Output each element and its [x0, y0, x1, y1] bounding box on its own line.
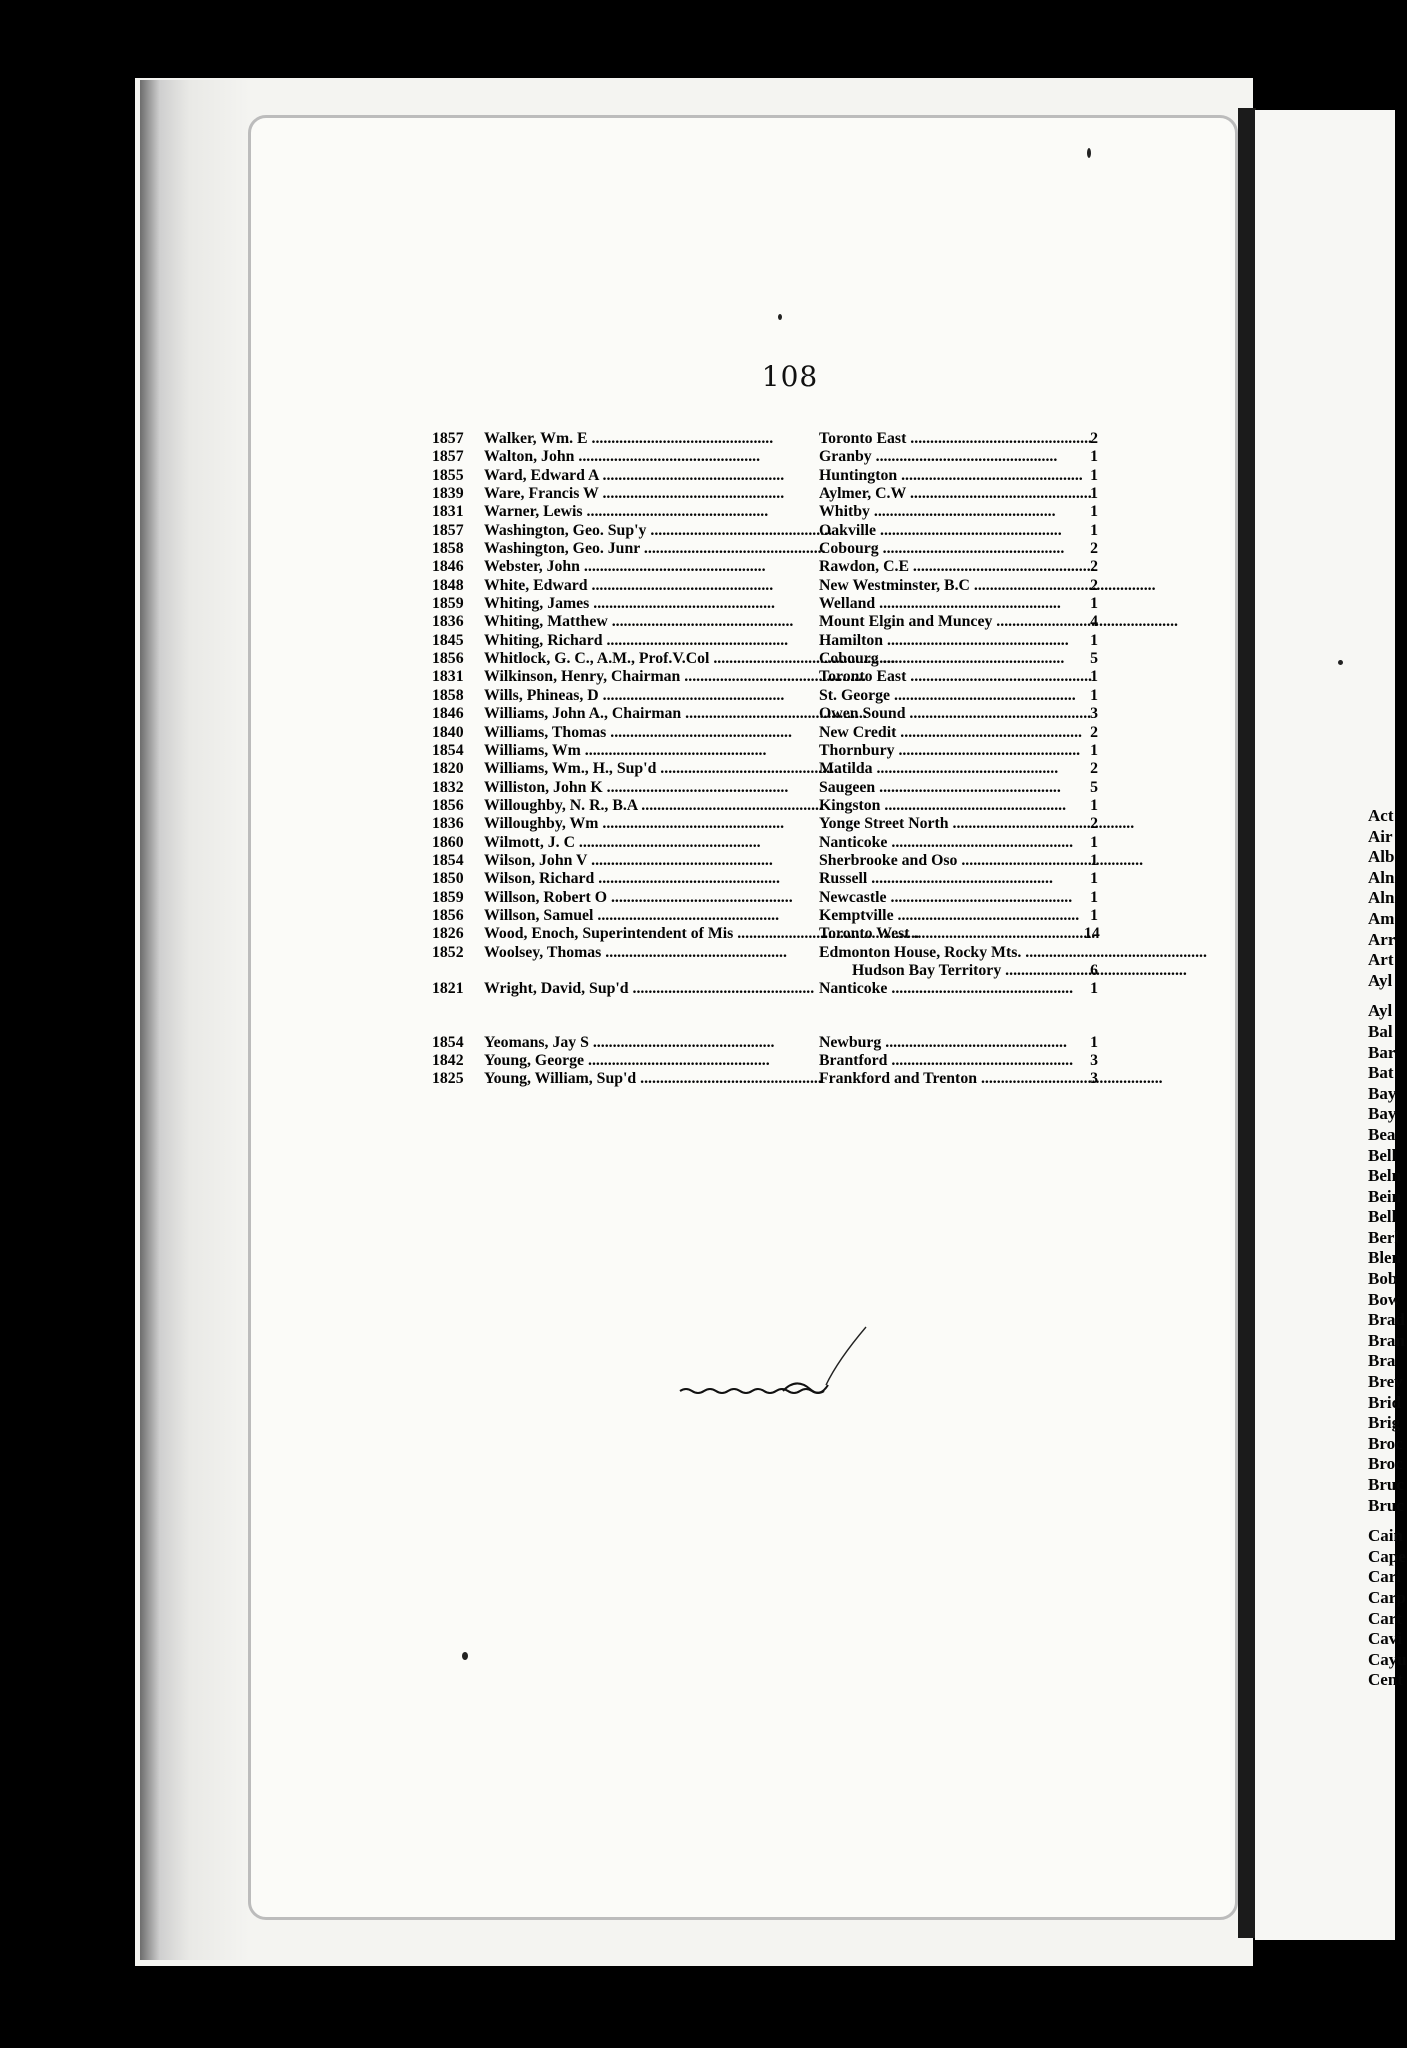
entry-year: 1854: [432, 1033, 464, 1051]
entry-place: Newburg .....: [819, 1034, 1079, 1052]
entry-name: Webster, John .....: [484, 558, 784, 576]
entry-name: Warner, Lewis .....: [484, 503, 784, 521]
entry-year: 1831: [432, 503, 464, 521]
entry-name: Williams, John A., Chairman .....: [484, 705, 784, 723]
list-row: [432, 467, 1098, 485]
entry-place: Kemptville .....: [819, 907, 1079, 925]
entry-count: 2: [1090, 540, 1098, 558]
list-row: [432, 1070, 1098, 1088]
entry-year: 1845: [432, 631, 464, 649]
entry-year: 1857: [432, 430, 464, 447]
entry-year: 1840: [432, 723, 464, 741]
entry-year: 1860: [432, 833, 464, 851]
entry-count: 4: [1090, 613, 1098, 631]
entry-place: Toronto West .....: [819, 925, 1079, 943]
entry-name: Ware, Francis W .....: [484, 485, 784, 503]
entry-year: 1842: [432, 1052, 464, 1069]
list-row: [432, 779, 1098, 797]
entry-name: Young, William, Sup'd .....: [484, 1070, 784, 1088]
entry-year: 1836: [432, 815, 464, 833]
entry-name: Wood, Enoch, Superintendent of Mis .....: [484, 925, 784, 943]
right-index-fragment: Bat: [1368, 1063, 1394, 1083]
entry-name: Whitlock, G. C., A.M., Prof.V.Col .....: [484, 650, 784, 668]
entry-year: 1852: [432, 943, 464, 961]
entry-count: 1: [1090, 741, 1098, 759]
right-index-fragment: Bay: [1368, 1083, 1397, 1103]
entry-place: Russell .....: [819, 870, 1079, 888]
right-index-fragment: Air: [1368, 826, 1393, 846]
entry-place: New Credit .....: [819, 724, 1079, 742]
right-index-fragment: Bea: [1368, 1124, 1396, 1144]
entry-year: 1854: [432, 741, 464, 759]
entry-count: 1: [1090, 686, 1098, 704]
entry-name: Whiting, Matthew .....: [484, 613, 784, 631]
entry-count: 5: [1090, 778, 1098, 796]
list-row: [432, 705, 1098, 723]
entry-place: Welland .....: [819, 595, 1079, 613]
list-row: [432, 430, 1098, 448]
entry-place: Newcastle .....: [819, 889, 1079, 907]
right-index-fragment: Alb: [1368, 847, 1395, 867]
list-row: [432, 852, 1098, 870]
list-row: [432, 687, 1098, 705]
right-index-fragment: Bra: [1368, 1351, 1396, 1371]
entry-count: 1: [1090, 485, 1098, 503]
list-row: [432, 503, 1098, 521]
list-row: [432, 668, 1098, 686]
entry-name: White, Edward .....: [484, 577, 784, 595]
right-index-fragment: Bar: [1368, 1042, 1396, 1062]
ministers-list: [432, 430, 1098, 1089]
entry-place: Toronto East .....: [819, 430, 1079, 448]
entry-name: Wright, David, Sup'd .....: [484, 980, 784, 998]
list-row: [432, 485, 1098, 503]
entry-count: 1: [1090, 851, 1098, 869]
right-index-fragment: Brid: [1368, 1392, 1402, 1412]
entry-count: 1: [1090, 631, 1098, 649]
entry-place: Thornbury .....: [819, 742, 1079, 760]
list-row: [432, 870, 1098, 888]
list-row: [432, 925, 1098, 943]
entry-count: 2: [1090, 815, 1098, 833]
entry-name: Ward, Edward A .....: [484, 467, 784, 485]
entry-count: 14: [1084, 925, 1100, 943]
right-index-fragment: Bay: [1368, 1104, 1397, 1124]
entry-count: 1: [1090, 668, 1098, 686]
right-index-fragment: Cent: [1368, 1670, 1403, 1690]
entry-year: 1846: [432, 705, 464, 723]
right-index-fragment: Cayu: [1368, 1649, 1407, 1669]
entry-year: 1856: [432, 650, 464, 668]
right-index-fragment: Berl: [1368, 1227, 1400, 1247]
entry-count: 1: [1090, 448, 1098, 466]
entry-name: Woolsey, Thomas .....: [484, 944, 784, 962]
entry-count: 1: [1090, 503, 1098, 521]
entry-name: Williams, Wm .....: [484, 742, 784, 760]
entry-count: 2: [1090, 430, 1098, 447]
right-index-fragment: Bell: [1368, 1145, 1397, 1165]
entry-count: 3: [1090, 705, 1098, 723]
list-row: [432, 577, 1098, 595]
right-index-fragment: Ayl: [1368, 970, 1393, 990]
entry-name: Whiting, Richard .....: [484, 632, 784, 650]
entry-place: Sherbrooke and Oso .....: [819, 852, 1079, 870]
list-row: [432, 742, 1098, 760]
right-index-fragment: Art: [1368, 950, 1394, 970]
right-index-fragment: Bruc: [1368, 1495, 1404, 1515]
entry-place: Nanticoke .....: [819, 980, 1079, 998]
entry-year: 1857: [432, 521, 464, 539]
entry-place: Toronto East .....: [819, 668, 1079, 686]
entry-year: 1836: [432, 613, 464, 631]
entry-count: 3: [1090, 1070, 1098, 1088]
entry-year: 1856: [432, 796, 464, 814]
entry-name: Willoughby, N. R., B.A .....: [484, 797, 784, 815]
right-index-fragment: Aln: [1368, 867, 1395, 887]
scan-speck: [778, 314, 782, 320]
entry-name: Washington, Geo. Junr .....: [484, 540, 784, 558]
list-row: [432, 815, 1098, 833]
entry-place: Rawdon, C.E .....: [819, 558, 1079, 576]
entry-place: Yonge Street North .....: [819, 815, 1079, 833]
entry-place: Matilda .....: [819, 760, 1079, 778]
entry-name: Washington, Geo. Sup'y .....: [484, 522, 784, 540]
entry-year: 1831: [432, 668, 464, 686]
entry-count: 6: [1090, 961, 1098, 979]
entry-place: Cobourg .....: [819, 650, 1079, 668]
entry-year: 1846: [432, 558, 464, 576]
list-row: [432, 558, 1098, 576]
right-index-fragment: Cart: [1368, 1608, 1402, 1628]
list-row: [432, 980, 1098, 998]
entry-count: 3: [1090, 1052, 1098, 1069]
entry-year: 1820: [432, 760, 464, 778]
entry-place: Frankford and Trenton .....: [819, 1070, 1079, 1088]
w-entries: [432, 430, 1098, 999]
entry-year: 1826: [432, 925, 464, 943]
right-index-fragment: Bein: [1368, 1186, 1402, 1206]
entry-year: 1825: [432, 1070, 464, 1088]
entry-count: 1: [1090, 521, 1098, 539]
right-index-fragment: Beln: [1368, 1166, 1402, 1186]
entry-name: Whiting, James .....: [484, 595, 784, 613]
entry-place: Nanticoke .....: [819, 834, 1079, 852]
entry-place: Cobourg .....: [819, 540, 1079, 558]
entry-year: 1858: [432, 540, 464, 558]
list-row: [432, 889, 1098, 907]
right-index-fragment: Bow: [1368, 1289, 1401, 1309]
entry-count: 1: [1090, 980, 1098, 998]
list-row: [432, 1034, 1098, 1052]
entry-year: 1856: [432, 906, 464, 924]
entry-count: 5: [1090, 650, 1098, 668]
right-index-fragment: Broc: [1368, 1433, 1403, 1453]
entry-place: Saugeen .....: [819, 779, 1079, 797]
entry-place: Granby .....: [819, 448, 1079, 466]
entry-name: Walker, Wm. E .....: [484, 430, 784, 448]
entry-name: Willson, Samuel .....: [484, 907, 784, 925]
entry-name: Wilson, John V .....: [484, 852, 784, 870]
entry-name: Williams, Wm., H., Sup'd .....: [484, 760, 784, 778]
right-index-fragment: Broc: [1368, 1454, 1403, 1474]
list-row: [432, 907, 1098, 925]
entry-name: Yeomans, Jay S .....: [484, 1034, 784, 1052]
entry-place: Aylmer, C.W .....: [819, 485, 1079, 503]
entry-year: 1821: [432, 980, 464, 998]
entry-name: Wilkinson, Henry, Chairman .....: [484, 668, 784, 686]
page-number: 108: [761, 360, 819, 393]
right-index-fragment: Bruc: [1368, 1475, 1404, 1494]
entry-count: 1: [1090, 870, 1098, 888]
entry-count: 1: [1090, 906, 1098, 924]
right-index-fragment: Carp: [1368, 1587, 1406, 1607]
scan-speck: [1087, 148, 1091, 158]
entry-name: Walton, John .....: [484, 448, 784, 466]
list-row: [432, 797, 1098, 815]
list-row: [432, 724, 1098, 742]
entry-year: 1858: [432, 686, 464, 704]
list-row: [432, 760, 1098, 778]
right-index-fragment: Blen: [1368, 1248, 1402, 1268]
entry-year: 1859: [432, 595, 464, 613]
entry-count: 2: [1090, 723, 1098, 741]
right-index-fragment: Aln: [1368, 888, 1395, 908]
entry-year: 1848: [432, 576, 464, 594]
entry-name: Willson, Robert O .....: [484, 889, 784, 907]
entry-count: 1: [1090, 796, 1098, 814]
entry-place: St. George .....: [819, 687, 1079, 705]
right-page-index-fragment: [1368, 806, 1407, 1691]
right-index-fragment: Brev: [1368, 1372, 1403, 1392]
entry-place: Huntington .....: [819, 467, 1079, 485]
entry-count: 2: [1090, 576, 1098, 594]
entry-place: Owen Sound .....: [819, 705, 1079, 723]
right-index-fragment: Act: [1368, 806, 1394, 825]
entry-place: Brantford .....: [819, 1052, 1079, 1070]
entry-year: 1854: [432, 851, 464, 869]
entry-year: 1839: [432, 485, 464, 503]
list-row: [432, 540, 1098, 558]
entry-place: Mount Elgin and Muncey .....: [819, 613, 1079, 631]
entry-place: Hudson Bay Territory .....: [852, 962, 1078, 980]
entry-place: Edmonton House, Rocky Mts. .....: [819, 944, 1079, 962]
entry-year: 1832: [432, 778, 464, 796]
list-row: [432, 944, 1098, 962]
right-index-fragment: Ayl: [1368, 1001, 1393, 1021]
entry-name: Wilmott, J. C .....: [484, 834, 784, 852]
entry-name: Wilson, Richard .....: [484, 870, 784, 888]
right-index-fragment: Bran: [1368, 1330, 1405, 1350]
entry-name: Willoughby, Wm .....: [484, 815, 784, 833]
section-gap: [432, 999, 1098, 1034]
entry-year: 1859: [432, 888, 464, 906]
entry-count: 1: [1090, 595, 1098, 613]
right-index-fragment: Arr: [1368, 929, 1396, 949]
right-index-fragment: Cain: [1368, 1526, 1403, 1546]
entry-place: Whitby .....: [819, 503, 1079, 521]
list-row: [432, 595, 1098, 613]
entry-name: Williams, Thomas .....: [484, 724, 784, 742]
scan-speck: [462, 1652, 468, 1660]
list-row: [432, 448, 1098, 466]
entry-place: Hamilton .....: [819, 632, 1079, 650]
entry-name: Young, George .....: [484, 1052, 784, 1070]
right-index-fragment: Bal: [1368, 1021, 1393, 1041]
entry-count: 1: [1090, 888, 1098, 906]
book-gutter: [1238, 108, 1256, 1938]
entry-place: New Westminster, B.C .....: [819, 577, 1079, 595]
list-row: [432, 1052, 1098, 1070]
right-index-fragment: Brad: [1368, 1310, 1405, 1330]
list-row: [432, 613, 1098, 631]
decorative-rule: [678, 1325, 878, 1405]
entry-count: 1: [1090, 833, 1098, 851]
page-edge-shading: [140, 80, 250, 1960]
right-index-fragment: Cavi: [1368, 1629, 1402, 1649]
entry-count: 1: [1090, 466, 1098, 484]
right-index-fragment: Carl: [1368, 1567, 1402, 1587]
right-index-fragment: Cape: [1368, 1546, 1406, 1566]
scan-speck: [1338, 660, 1343, 665]
right-index-fragment: Bob: [1368, 1269, 1398, 1289]
entry-count: 1: [1090, 1033, 1098, 1051]
list-row: [432, 834, 1098, 852]
entry-name: Wills, Phineas, D .....: [484, 687, 784, 705]
entry-year: 1850: [432, 870, 464, 888]
entry-name: Williston, John K .....: [484, 779, 784, 797]
entry-count: 2: [1090, 760, 1098, 778]
entry-year: 1857: [432, 448, 464, 466]
y-entries: [432, 1034, 1098, 1089]
entry-count: 2: [1090, 558, 1098, 576]
entry-place: Oakville .....: [819, 522, 1079, 540]
list-row: [432, 632, 1098, 650]
entry-place: Kingston .....: [819, 797, 1079, 815]
right-index-fragment: Bell: [1368, 1207, 1397, 1227]
list-row: [432, 962, 1098, 980]
list-row: [432, 650, 1098, 668]
right-index-fragment: Brig: [1368, 1413, 1401, 1433]
entry-year: 1855: [432, 466, 464, 484]
list-row: [432, 522, 1098, 540]
right-index-fragment: Am: [1368, 908, 1395, 928]
